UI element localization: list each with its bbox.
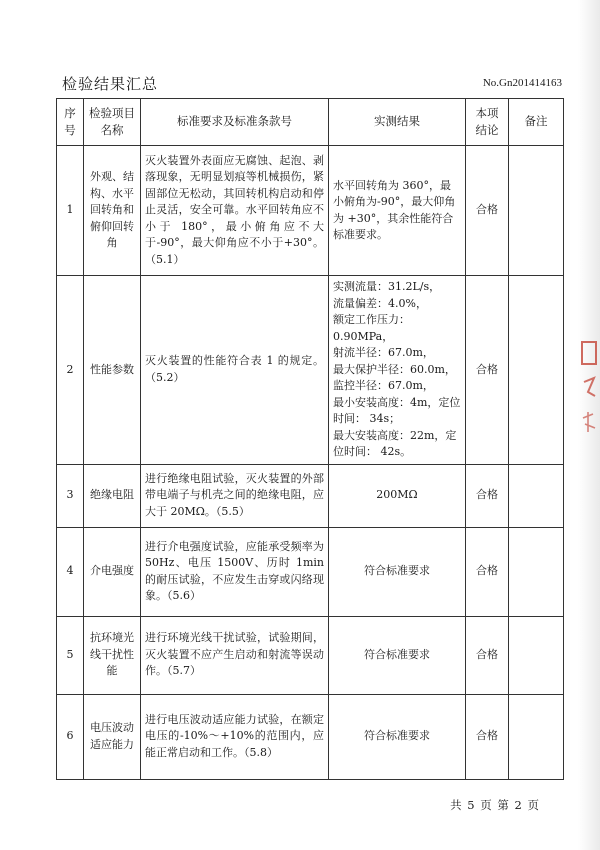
header-conclusion: 本项结论 — [466, 99, 509, 146]
row-item: 抗环境光线干扰性能 — [84, 616, 141, 694]
row-remarks — [509, 464, 564, 527]
header-standard: 标准要求及标准条款号 — [141, 99, 329, 146]
row-standard: 进行绝缘电阻试验，灭火装置的外部带电端子与机壳之间的绝缘电阻，应大于 20MΩ。（5.5） — [141, 464, 329, 527]
page-counter: 共 5 页 第 2 页 — [450, 798, 540, 812]
header-result: 实测结果 — [329, 99, 466, 146]
results-table — [56, 98, 564, 780]
result-line: 流量偏差：4.0%， — [333, 296, 427, 310]
row-standard: 灭火装置外表面应无腐蚀、起泡、剥落现象，无明显划痕等机械损伤，紧固部位无松动，其回转机构启动和停止灵活，安全可靠。水平回转角应不小于 180°，最小俯角应不大于-90°，最大仰角应不小于+30°。（5.1） — [141, 146, 329, 276]
result-line: 额定工作压力：0.90MPa， — [333, 313, 410, 343]
result-line: 射流半径：67.0m， — [333, 346, 434, 359]
page-title: 检验结果汇总 — [62, 75, 159, 93]
row-result: 符合标准要求 — [329, 694, 466, 779]
result-line: 最大安装高度：22m，定位时间： 42s。 — [333, 428, 457, 458]
row-seq: 2 — [57, 276, 84, 465]
row-conclusion: 合格 — [466, 464, 509, 527]
table-row — [57, 276, 564, 465]
row-result: 200MΩ — [329, 464, 466, 527]
row-remarks — [509, 146, 564, 276]
table-row — [57, 616, 564, 694]
header-item: 检验项目名称 — [84, 99, 141, 146]
table-row — [57, 146, 564, 276]
row-standard: 进行介电强度试验，应能承受频率为 50Hz、电压 1500V、历时 1min 的耐压试验，不应发生击穿或闪络现象。（5.6） — [141, 527, 329, 616]
row-seq: 5 — [57, 616, 84, 694]
row-remarks — [509, 616, 564, 694]
row-item: 性能参数 — [84, 276, 141, 465]
row-standard: 进行电压波动适应能力试验，在额定电压的-10%～+10%的范围内，应能正常启动和工作。（5.8） — [141, 694, 329, 779]
row-conclusion: 合格 — [466, 616, 509, 694]
row-result: 符合标准要求 — [329, 616, 466, 694]
result-line: 监控半径：67.0m， — [333, 379, 434, 392]
row-standard: 进行环境光线干扰试验，试验期间，灭火装置不应产生启动和射流等误动作。（5.7） — [141, 616, 329, 694]
table-header-row — [57, 99, 564, 146]
row-item: 外观、结构、水平回转角和俯仰回转角 — [84, 146, 141, 276]
table-row — [57, 464, 564, 527]
table-row — [57, 694, 564, 779]
row-seq: 1 — [57, 146, 84, 276]
table-row — [57, 527, 564, 616]
result-line: 实测流量：31.2L/s， — [333, 280, 441, 293]
row-result — [329, 276, 466, 465]
row-result: 符合标准要求 — [329, 527, 466, 616]
row-item: 电压波动适应能力 — [84, 694, 141, 779]
row-conclusion: 合格 — [466, 146, 509, 276]
result-line: 最小安装高度：4m，定位时间： 34s； — [333, 395, 461, 425]
header-seq: 序号 — [57, 99, 84, 146]
row-seq: 3 — [57, 464, 84, 527]
row-result: 水平回转角为 360°，最小俯角为-90°，最大仰角为 +30°，其余性能符合标准要求。 — [329, 146, 466, 276]
row-conclusion: 合格 — [466, 276, 509, 465]
row-remarks — [509, 527, 564, 616]
row-standard: 灭火装置的性能符合表 1 的规定。（5.2） — [141, 276, 329, 465]
result-line: 最大保护半径：60.0m， — [333, 362, 456, 376]
row-remarks — [509, 276, 564, 465]
row-conclusion: 合格 — [466, 694, 509, 779]
seal-stamp-fragment — [576, 332, 598, 442]
row-item: 绝缘电阻 — [84, 464, 141, 527]
report-number: No.Gn201414163 — [482, 77, 562, 89]
row-seq: 6 — [57, 694, 84, 779]
row-item: 介电强度 — [84, 527, 141, 616]
header-remarks: 备注 — [509, 99, 564, 146]
row-remarks — [509, 694, 564, 779]
row-seq: 4 — [57, 527, 84, 616]
row-conclusion: 合格 — [466, 527, 509, 616]
